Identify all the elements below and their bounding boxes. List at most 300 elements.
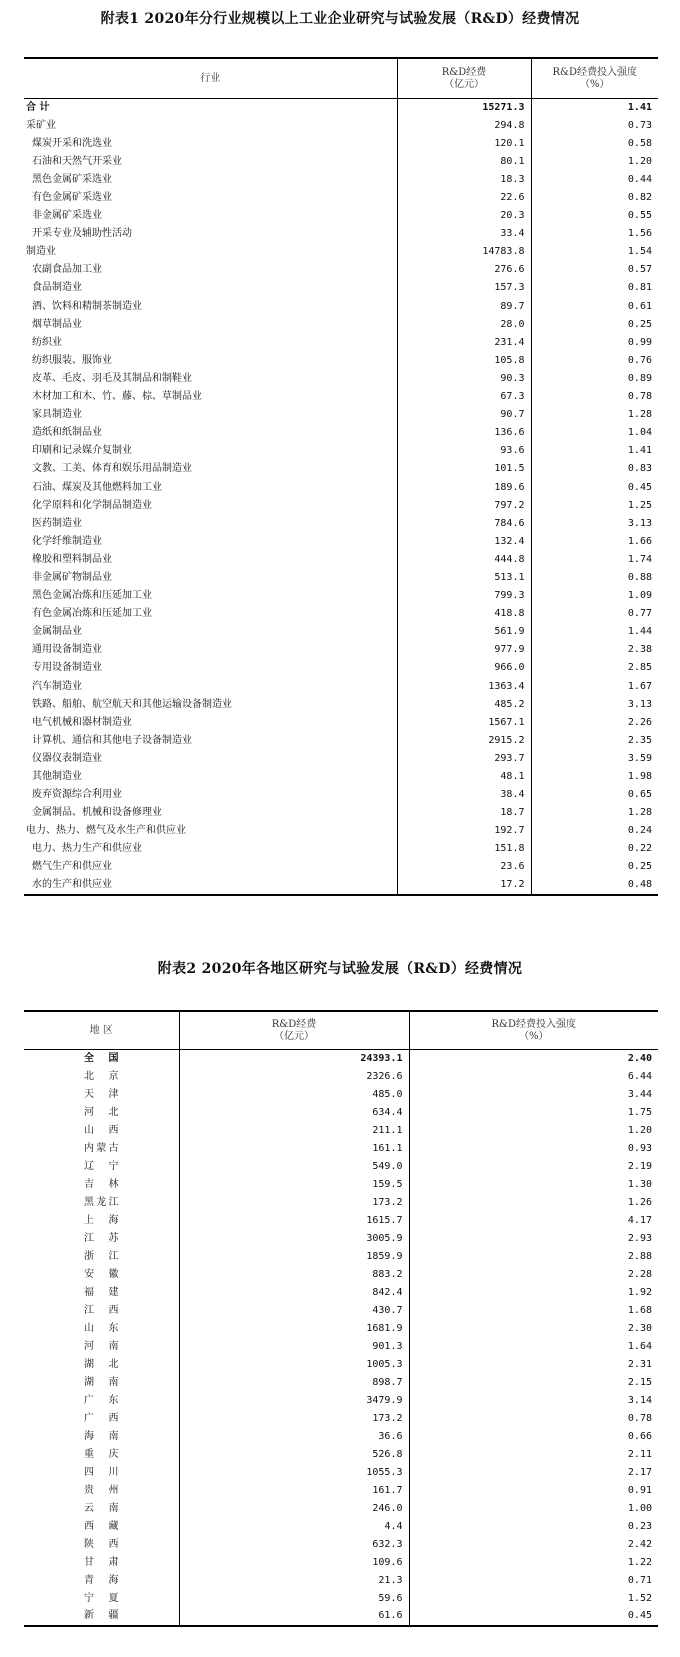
table-row	[24, 587, 658, 605]
table-row	[24, 370, 658, 388]
rd-intensity-value: 3.59	[531, 750, 658, 768]
rd-expenditure-value: 3005.9	[179, 1230, 409, 1248]
region-name: 广东	[84, 1394, 119, 1406]
rd-expenditure-value: 89.7	[397, 298, 531, 316]
rd-intensity-value: 2.28	[409, 1266, 658, 1284]
rd-expenditure-value: 161.7	[179, 1482, 409, 1500]
table-row	[24, 1590, 658, 1608]
rd-expenditure-value: 20.3	[397, 207, 531, 225]
rd-expenditure-value: 418.8	[397, 605, 531, 623]
industry-name: 酒、饮料和精制茶制造业	[32, 300, 142, 312]
rd-expenditure-value: 3479.9	[179, 1392, 409, 1410]
rd-intensity-value: 1.04	[531, 424, 658, 442]
region-header: 地 区	[24, 1011, 179, 1050]
rd-intensity-value: 0.81	[531, 279, 658, 297]
industry-name: 印刷和记录媒介复制业	[32, 445, 132, 457]
table-row	[24, 1608, 658, 1626]
rd-intensity-value: 1.67	[531, 678, 658, 696]
industry-name: 汽车制造业	[32, 680, 82, 692]
region-name: 四川	[84, 1466, 119, 1478]
rd-expenditure-value: 561.9	[397, 623, 531, 641]
rd-intensity-value: 1.28	[531, 406, 658, 424]
rd-expenditure-value: 797.2	[397, 497, 531, 515]
rd-intensity-value: 1.74	[531, 551, 658, 569]
rd-expenditure-value: 22.6	[397, 189, 531, 207]
table-row	[24, 1464, 658, 1482]
industry-name: 有色金属矿采选业	[32, 192, 112, 204]
table-row	[24, 117, 658, 135]
rd-intensity-value: 1.00	[409, 1500, 658, 1518]
industry-name: 废弃资源综合利用业	[32, 789, 122, 801]
table-row	[24, 840, 658, 858]
rd-intensity-value: 0.45	[409, 1608, 658, 1626]
table-row	[24, 1356, 658, 1374]
rd-expenditure-value: 430.7	[179, 1302, 409, 1320]
industry-name: 食品制造业	[32, 282, 82, 294]
rd-intensity-value: 1.54	[531, 243, 658, 261]
rd-intensity-value: 0.73	[531, 117, 658, 135]
industry-name: 仪器仪表制造业	[32, 752, 102, 764]
table-row	[24, 1572, 658, 1590]
rd-intensity-value: 0.78	[409, 1410, 658, 1428]
region-name: 安徽	[84, 1268, 119, 1280]
table-row	[24, 714, 658, 732]
table-row	[24, 1086, 658, 1104]
table-row	[24, 659, 658, 677]
rd-expenditure-value: 898.7	[179, 1374, 409, 1392]
table-row	[24, 1212, 658, 1230]
table-row	[24, 243, 658, 261]
region-name: 福建	[84, 1286, 119, 1298]
rd-expenditure-value: 21.3	[179, 1572, 409, 1590]
industry-name: 造纸和纸制品业	[32, 427, 102, 439]
rd-expenditure-value: 513.1	[397, 569, 531, 587]
rd-intensity-value: 3.14	[409, 1392, 658, 1410]
rd-expenditure-value: 1567.1	[397, 714, 531, 732]
rd-expenditure-value: 293.7	[397, 750, 531, 768]
table-row	[24, 1446, 658, 1464]
table-row	[24, 406, 658, 424]
industry-name: 开采专业及辅助性活动	[32, 228, 132, 240]
table-row	[24, 497, 658, 515]
table-row	[24, 207, 658, 225]
table-row	[24, 189, 658, 207]
table-row	[24, 1428, 658, 1446]
rd-intensity-value: 2.35	[531, 732, 658, 750]
table-row	[24, 460, 658, 478]
region-name: 山东	[84, 1322, 119, 1334]
industry-name: 皮革、毛皮、羽毛及其制品和制鞋业	[32, 372, 192, 384]
table-row	[24, 1536, 658, 1554]
rd-intensity-value: 1.20	[531, 153, 658, 171]
rd-intensity-value: 1.52	[409, 1590, 658, 1608]
table-row	[24, 261, 658, 279]
rd-expenditure-value: 901.3	[179, 1338, 409, 1356]
rd-expenditure-value: 23.6	[397, 858, 531, 876]
rd-expenditure-value: 276.6	[397, 261, 531, 279]
industry-name: 水的生产和供应业	[32, 879, 112, 891]
region-name: 宁夏	[84, 1592, 119, 1604]
rd-intensity-value: 0.57	[531, 261, 658, 279]
rd-expenditure-value: 246.0	[179, 1500, 409, 1518]
intensity-header-line1: R&D经费投入强度	[491, 1018, 576, 1030]
rd-expenditure-value: 67.3	[397, 388, 531, 406]
region-name: 重庆	[84, 1448, 119, 1460]
rd-expenditure-value: 966.0	[397, 659, 531, 677]
region-rd-table	[24, 1010, 658, 1627]
industry-name: 电力、热力、燃气及水生产和供应业	[26, 825, 186, 837]
rd-expenditure-value: 17.2	[397, 877, 531, 895]
rd-expenditure-value: 1363.4	[397, 678, 531, 696]
region-name: 辽宁	[84, 1160, 119, 1172]
industry-name: 石油、煤炭及其他燃料加工业	[32, 481, 162, 493]
industry-name: 非金属矿采选业	[32, 210, 102, 222]
table-row	[24, 1320, 658, 1338]
rd-expenditure-value: 24393.1	[179, 1050, 409, 1068]
industry-name: 农副食品加工业	[32, 264, 102, 276]
rd-intensity-value: 0.99	[531, 334, 658, 352]
industry-name: 金属制品业	[32, 626, 82, 638]
rd-intensity-header	[531, 58, 658, 99]
rd-expenditure-value: 1859.9	[179, 1248, 409, 1266]
rd-expenditure-value: 632.3	[179, 1536, 409, 1554]
industry-name: 化学纤维制造业	[32, 535, 102, 547]
rd-intensity-value: 1.26	[409, 1194, 658, 1212]
rd-expenditure-value: 549.0	[179, 1158, 409, 1176]
industry-name: 家具制造业	[32, 409, 82, 421]
rd-intensity-value: 0.22	[531, 840, 658, 858]
rd-expenditure-value: 18.7	[397, 804, 531, 822]
region-name: 上海	[84, 1214, 119, 1226]
rd-intensity-value: 0.71	[409, 1572, 658, 1590]
table-row	[24, 424, 658, 442]
rd-intensity-value: 2.38	[531, 641, 658, 659]
rd-intensity-value: 0.25	[531, 316, 658, 334]
rd-intensity-value: 0.61	[531, 298, 658, 316]
rd-expenditure-header	[397, 58, 531, 99]
region-name: 北京	[84, 1070, 119, 1082]
industry-name: 橡胶和塑料制品业	[32, 553, 112, 565]
industry-name: 纺织服装、服饰业	[32, 354, 112, 366]
table-row	[24, 225, 658, 243]
rd-intensity-value: 0.48	[531, 877, 658, 895]
rd-intensity-value: 1.28	[531, 804, 658, 822]
region-name: 新疆	[84, 1610, 119, 1621]
table-row	[24, 623, 658, 641]
rd-intensity-value: 0.78	[531, 388, 658, 406]
rd-expenditure-value: 48.1	[397, 768, 531, 786]
industry-name: 电力、热力生产和供应业	[32, 843, 142, 855]
rd-expenditure-value: 18.3	[397, 171, 531, 189]
rd-expenditure-value: 634.4	[179, 1104, 409, 1122]
table-row	[24, 768, 658, 786]
region-name: 山西	[84, 1124, 119, 1136]
table-row	[24, 1158, 658, 1176]
rd-expenditure-header	[179, 1011, 409, 1050]
table-row	[24, 551, 658, 569]
rd-expenditure-value: 883.2	[179, 1266, 409, 1284]
rd-expenditure-value: 159.5	[179, 1176, 409, 1194]
rd-intensity-value: 3.13	[531, 696, 658, 714]
rd-expenditure-value: 36.6	[179, 1428, 409, 1446]
rd-intensity-value: 1.22	[409, 1554, 658, 1572]
rd-expenditure-value: 2326.6	[179, 1068, 409, 1086]
region-name: 吉林	[84, 1178, 119, 1190]
region-name: 天津	[84, 1088, 119, 1100]
table-row	[24, 1230, 658, 1248]
industry-name: 石油和天然气开采业	[32, 155, 122, 167]
rd-expenditure-value: 136.6	[397, 424, 531, 442]
table-row	[24, 1194, 658, 1212]
rd-intensity-value: 2.19	[409, 1158, 658, 1176]
table1-title: 附表1 2020年分行业规模以上工业企业研究与试验发展（R&D）经费情况	[100, 11, 580, 27]
rd-intensity-value: 0.93	[409, 1140, 658, 1158]
rd-expenditure-value: 799.3	[397, 587, 531, 605]
rd-expenditure-value: 161.1	[179, 1140, 409, 1158]
rd-header-unit: （亿元）	[444, 78, 484, 90]
table-row	[24, 877, 658, 895]
industry-name: 燃气生产和供应业	[32, 861, 112, 873]
rd-expenditure-value: 784.6	[397, 515, 531, 533]
industry-name: 专用设备制造业	[32, 662, 102, 674]
rd-intensity-value: 0.88	[531, 569, 658, 587]
intensity-header-unit: （%）	[579, 78, 610, 90]
rd-header-line1: R&D经费	[271, 1018, 317, 1030]
rd-expenditure-value: 1681.9	[179, 1320, 409, 1338]
rd-expenditure-value: 93.6	[397, 442, 531, 460]
rd-expenditure-value: 157.3	[397, 279, 531, 297]
rd-expenditure-value: 1615.7	[179, 1212, 409, 1230]
table-row	[24, 1554, 658, 1572]
industry-name: 电气机械和器材制造业	[32, 716, 132, 728]
rd-intensity-value: 0.58	[531, 135, 658, 153]
rd-expenditure-value: 14783.8	[397, 243, 531, 261]
rd-expenditure-value: 526.8	[179, 1446, 409, 1464]
rd-intensity-value: 1.41	[531, 99, 658, 117]
rd-expenditure-value: 485.2	[397, 696, 531, 714]
industry-name: 其他制造业	[32, 771, 82, 783]
rd-intensity-value: 2.30	[409, 1320, 658, 1338]
rd-expenditure-value: 15271.3	[397, 99, 531, 117]
table-row	[24, 442, 658, 460]
table-row	[24, 388, 658, 406]
region-name: 甘肃	[84, 1556, 119, 1568]
region-name: 江苏	[84, 1232, 119, 1244]
rd-expenditure-value: 132.4	[397, 533, 531, 551]
industry-header: 行业	[24, 58, 397, 99]
rd-intensity-value: 1.20	[409, 1122, 658, 1140]
region-name: 河北	[84, 1106, 119, 1118]
industry-name: 制造业	[26, 246, 56, 258]
industry-name: 合 计	[24, 99, 397, 117]
intensity-header-unit: （%）	[518, 1030, 549, 1042]
region-name: 广西	[84, 1412, 119, 1424]
table-row	[24, 822, 658, 840]
table-row	[24, 732, 658, 750]
table-row	[24, 569, 658, 587]
industry-name: 金属制品、机械和设备修理业	[32, 807, 162, 819]
rd-intensity-value: 0.82	[531, 189, 658, 207]
rd-intensity-value: 2.93	[409, 1230, 658, 1248]
rd-intensity-value: 2.85	[531, 659, 658, 677]
rd-intensity-value: 2.26	[531, 714, 658, 732]
table-row	[24, 696, 658, 714]
region-name: 贵州	[84, 1484, 119, 1496]
rd-intensity-value: 1.56	[531, 225, 658, 243]
rd-intensity-value: 0.89	[531, 370, 658, 388]
table-row	[24, 1068, 658, 1086]
table-row	[24, 153, 658, 171]
rd-intensity-value: 0.91	[409, 1482, 658, 1500]
rd-expenditure-value: 90.7	[397, 406, 531, 424]
table-row	[24, 1050, 658, 1068]
rd-intensity-value: 1.66	[531, 533, 658, 551]
region-name: 云南	[84, 1502, 119, 1514]
region-name: 西藏	[84, 1520, 119, 1532]
rd-expenditure-value: 485.0	[179, 1086, 409, 1104]
table-row	[24, 1140, 658, 1158]
table-row	[24, 171, 658, 189]
rd-expenditure-value: 59.6	[179, 1590, 409, 1608]
rd-intensity-value: 0.24	[531, 822, 658, 840]
rd-expenditure-value: 38.4	[397, 786, 531, 804]
region-name: 湖北	[84, 1358, 119, 1370]
rd-intensity-value: 1.98	[531, 768, 658, 786]
table-row	[24, 1266, 658, 1284]
rd-intensity-value: 2.40	[409, 1050, 658, 1068]
rd-expenditure-value: 173.2	[179, 1194, 409, 1212]
rd-intensity-value: 2.15	[409, 1374, 658, 1392]
region-table-body	[24, 1050, 658, 1626]
rd-expenditure-value: 189.6	[397, 478, 531, 496]
intensity-header-line1: R&D经费投入强度	[552, 66, 637, 78]
rd-intensity-value: 0.25	[531, 858, 658, 876]
rd-expenditure-value: 444.8	[397, 551, 531, 569]
rd-header-line1: R&D经费	[441, 66, 487, 78]
industry-name: 计算机、通信和其他电子设备制造业	[32, 734, 192, 746]
rd-intensity-value: 1.41	[531, 442, 658, 460]
industry-name: 黑色金属冶炼和压延加工业	[32, 590, 152, 602]
rd-intensity-value: 2.88	[409, 1248, 658, 1266]
rd-expenditure-value: 977.9	[397, 641, 531, 659]
region-name: 内蒙古	[84, 1142, 119, 1154]
table-row	[24, 135, 658, 153]
rd-intensity-header	[409, 1011, 658, 1050]
rd-intensity-value: 1.25	[531, 497, 658, 515]
table-row	[24, 334, 658, 352]
rd-intensity-value: 0.65	[531, 786, 658, 804]
table-row	[24, 316, 658, 334]
region-name: 黑龙江	[84, 1196, 119, 1208]
region-name: 海南	[84, 1430, 119, 1442]
rd-intensity-value: 2.17	[409, 1464, 658, 1482]
table-row	[24, 515, 658, 533]
rd-intensity-value: 0.55	[531, 207, 658, 225]
table-row	[24, 641, 658, 659]
industry-name: 文教、工美、体育和娱乐用品制造业	[32, 463, 192, 475]
rd-intensity-value: 3.44	[409, 1086, 658, 1104]
region-name: 河南	[84, 1340, 119, 1352]
rd-expenditure-value: 173.2	[179, 1410, 409, 1428]
table-row	[24, 478, 658, 496]
table-row	[24, 1500, 658, 1518]
industry-name: 非金属矿物制品业	[32, 571, 112, 583]
rd-intensity-value: 0.83	[531, 460, 658, 478]
industry-name: 烟草制品业	[32, 318, 82, 330]
table-row	[24, 1410, 658, 1428]
industry-table-body	[24, 99, 658, 895]
rd-expenditure-value: 192.7	[397, 822, 531, 840]
table-row	[24, 605, 658, 623]
rd-intensity-value: 1.30	[409, 1176, 658, 1194]
rd-intensity-value: 2.42	[409, 1536, 658, 1554]
rd-intensity-value: 2.11	[409, 1446, 658, 1464]
table-row	[24, 1482, 658, 1500]
table-row	[24, 1518, 658, 1536]
rd-intensity-value: 1.64	[409, 1338, 658, 1356]
rd-expenditure-value: 4.4	[179, 1518, 409, 1536]
rd-intensity-value: 6.44	[409, 1068, 658, 1086]
table-row	[24, 804, 658, 822]
table-row	[24, 1248, 658, 1266]
table-row	[24, 1338, 658, 1356]
table-row	[24, 533, 658, 551]
region-name: 浙江	[84, 1250, 119, 1262]
rd-intensity-value: 0.44	[531, 171, 658, 189]
rd-expenditure-value: 1005.3	[179, 1356, 409, 1374]
rd-intensity-value: 1.09	[531, 587, 658, 605]
table-row	[24, 786, 658, 804]
rd-intensity-value: 4.17	[409, 1212, 658, 1230]
rd-expenditure-value: 28.0	[397, 316, 531, 334]
industry-rd-table	[24, 57, 658, 896]
table-row	[24, 1122, 658, 1140]
rd-expenditure-value: 151.8	[397, 840, 531, 858]
rd-expenditure-value: 120.1	[397, 135, 531, 153]
rd-intensity-value: 3.13	[531, 515, 658, 533]
rd-intensity-value: 0.45	[531, 478, 658, 496]
industry-name: 纺织业	[32, 336, 62, 348]
rd-expenditure-value: 231.4	[397, 334, 531, 352]
rd-expenditure-value: 109.6	[179, 1554, 409, 1572]
rd-expenditure-value: 90.3	[397, 370, 531, 388]
industry-name: 通用设备制造业	[32, 644, 102, 656]
region-name: 江西	[84, 1304, 119, 1316]
rd-intensity-value: 1.68	[409, 1302, 658, 1320]
rd-intensity-value: 0.76	[531, 352, 658, 370]
region-name: 青海	[84, 1574, 119, 1586]
rd-intensity-value: 2.31	[409, 1356, 658, 1374]
region-name: 陕西	[84, 1538, 119, 1550]
table-row	[24, 1176, 658, 1194]
rd-intensity-value: 1.92	[409, 1284, 658, 1302]
rd-expenditure-value: 61.6	[179, 1608, 409, 1626]
table-row	[24, 298, 658, 316]
industry-name: 木材加工和木、竹、藤、棕、草制品业	[32, 391, 202, 403]
rd-intensity-value: 0.77	[531, 605, 658, 623]
table-row	[24, 1302, 658, 1320]
industry-name: 铁路、船舶、航空航天和其他运输设备制造业	[32, 698, 232, 710]
rd-expenditure-value: 101.5	[397, 460, 531, 478]
rd-expenditure-value: 294.8	[397, 117, 531, 135]
industry-name: 煤炭开采和洗选业	[32, 137, 112, 149]
rd-intensity-value: 1.44	[531, 623, 658, 641]
rd-intensity-value: 0.66	[409, 1428, 658, 1446]
rd-expenditure-value: 80.1	[397, 153, 531, 171]
industry-name: 医药制造业	[32, 517, 82, 529]
rd-intensity-value: 1.75	[409, 1104, 658, 1122]
rd-expenditure-value: 105.8	[397, 352, 531, 370]
